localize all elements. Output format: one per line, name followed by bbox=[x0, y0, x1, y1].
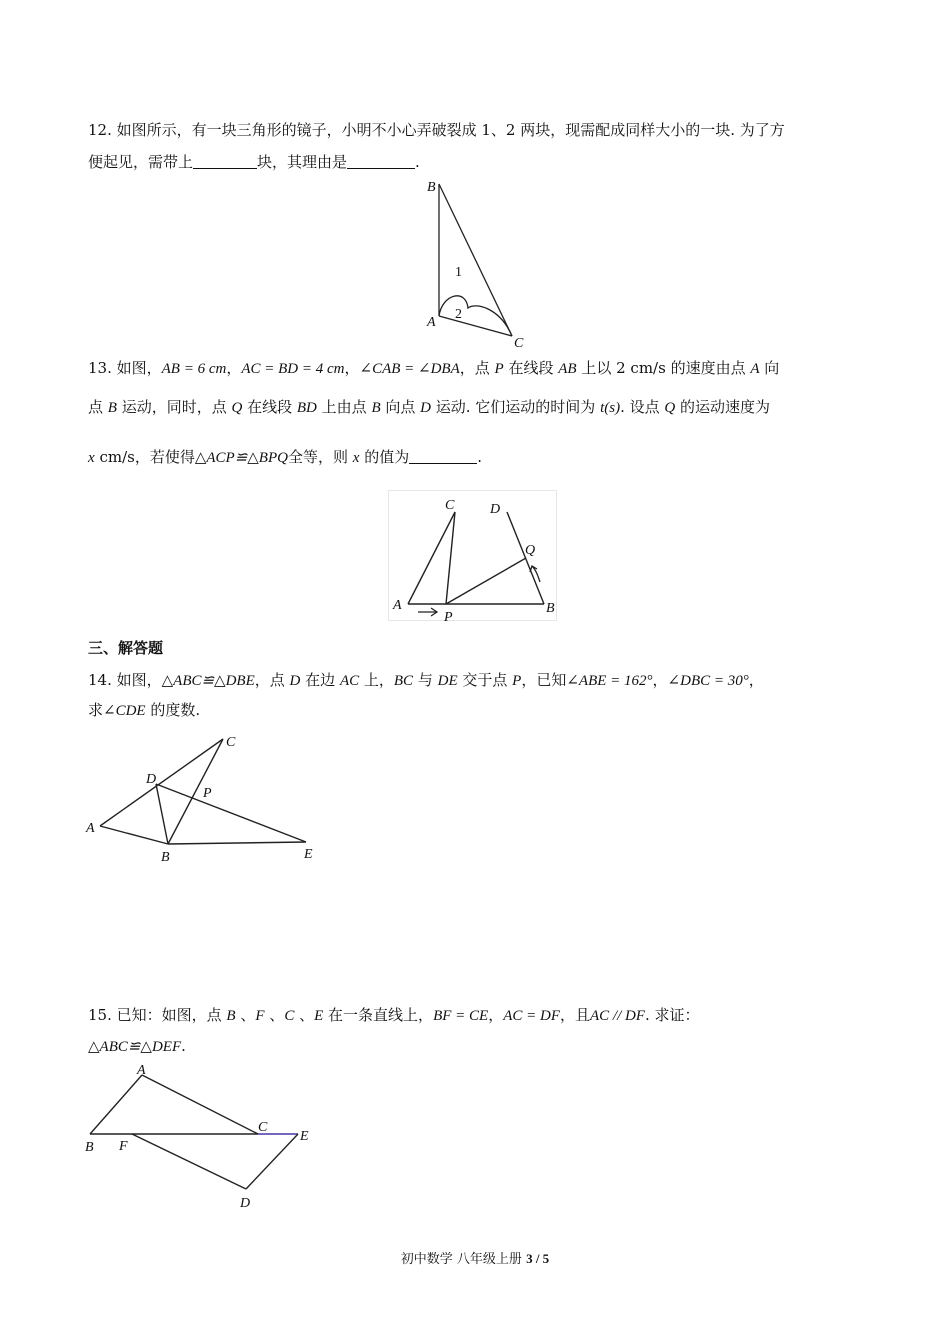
q12-line1: 12. 如图所示，有一块三角形的镜子，小明不小心弄破裂成 1、2 两块，现需配成同样大小的一块. 为了方 bbox=[88, 121, 785, 139]
label-D: D bbox=[490, 502, 501, 517]
label-C: C bbox=[514, 336, 524, 351]
section-title: 三、解答题 bbox=[88, 639, 164, 657]
label-D: D bbox=[240, 1196, 251, 1211]
label-B: B bbox=[85, 1140, 94, 1155]
label-P: P bbox=[444, 610, 453, 625]
label-C: C bbox=[226, 735, 236, 750]
label-E: E bbox=[300, 1129, 309, 1144]
q15-figure bbox=[80, 1058, 330, 1213]
q13-line2: 点 B 运动，同时，点 Q 在线段 BD 上由点 B 向点 D 运动. 它们运动的时间为 t(s). 设点 Q 的运动速度为 bbox=[88, 398, 771, 416]
q13-figure bbox=[388, 490, 560, 624]
page-footer: 初中数学 八年级上册 3 / 5 bbox=[400, 1251, 550, 1267]
answer-blank[interactable] bbox=[409, 448, 477, 464]
label-A: A bbox=[393, 598, 402, 613]
q12-figure bbox=[420, 176, 530, 351]
q14-line1: 14. 如图，△ABC≌△DBE，点 D 在边 AC 上，BC 与 DE 交于点 P，已知∠ABE = 162°，∠DBC = 30°， bbox=[88, 671, 764, 689]
q14-line2: 求∠CDE 的度数. bbox=[88, 701, 201, 719]
answer-blank[interactable] bbox=[347, 153, 415, 169]
label-Q: Q bbox=[525, 543, 536, 558]
label-E: E bbox=[304, 847, 313, 862]
label-P: P bbox=[203, 786, 212, 801]
label-A: A bbox=[137, 1063, 146, 1078]
label-C: C bbox=[258, 1120, 268, 1135]
label-A: A bbox=[86, 821, 95, 836]
q14-figure bbox=[80, 728, 330, 870]
label-piece1: 1 bbox=[455, 265, 462, 280]
label-C: C bbox=[445, 498, 455, 513]
q15-line2: △ABC≌△DEF. bbox=[88, 1037, 186, 1055]
q13-line1: 13. 如图，AB = 6 cm，AC = BD = 4 cm，∠CAB = ∠DBA，点 P 在线段 AB 上以 2 cm/s 的速度由点 A 向 bbox=[88, 359, 780, 377]
label-B: B bbox=[161, 850, 170, 865]
q15-line1: 15. 已知：如图，点 B 、F 、C 、E 在一条直线上，BF = CE，AC = DF，且AC // DF. 求证： bbox=[88, 1006, 700, 1024]
label-piece2: 2 bbox=[455, 307, 462, 322]
label-F: F bbox=[119, 1139, 128, 1154]
answer-blank[interactable] bbox=[193, 153, 257, 169]
label-B: B bbox=[427, 180, 436, 195]
label-A: A bbox=[427, 315, 436, 330]
page-number: 3 / 5 bbox=[526, 1251, 550, 1266]
label-B: B bbox=[546, 601, 555, 616]
q12-line2: 便起见，需带上 块，其理由是 . bbox=[88, 153, 420, 171]
label-D: D bbox=[146, 772, 157, 787]
q13-line3: x cm/s，若使得△ACP≌△BPQ全等，则 x 的值为 . bbox=[88, 448, 482, 466]
